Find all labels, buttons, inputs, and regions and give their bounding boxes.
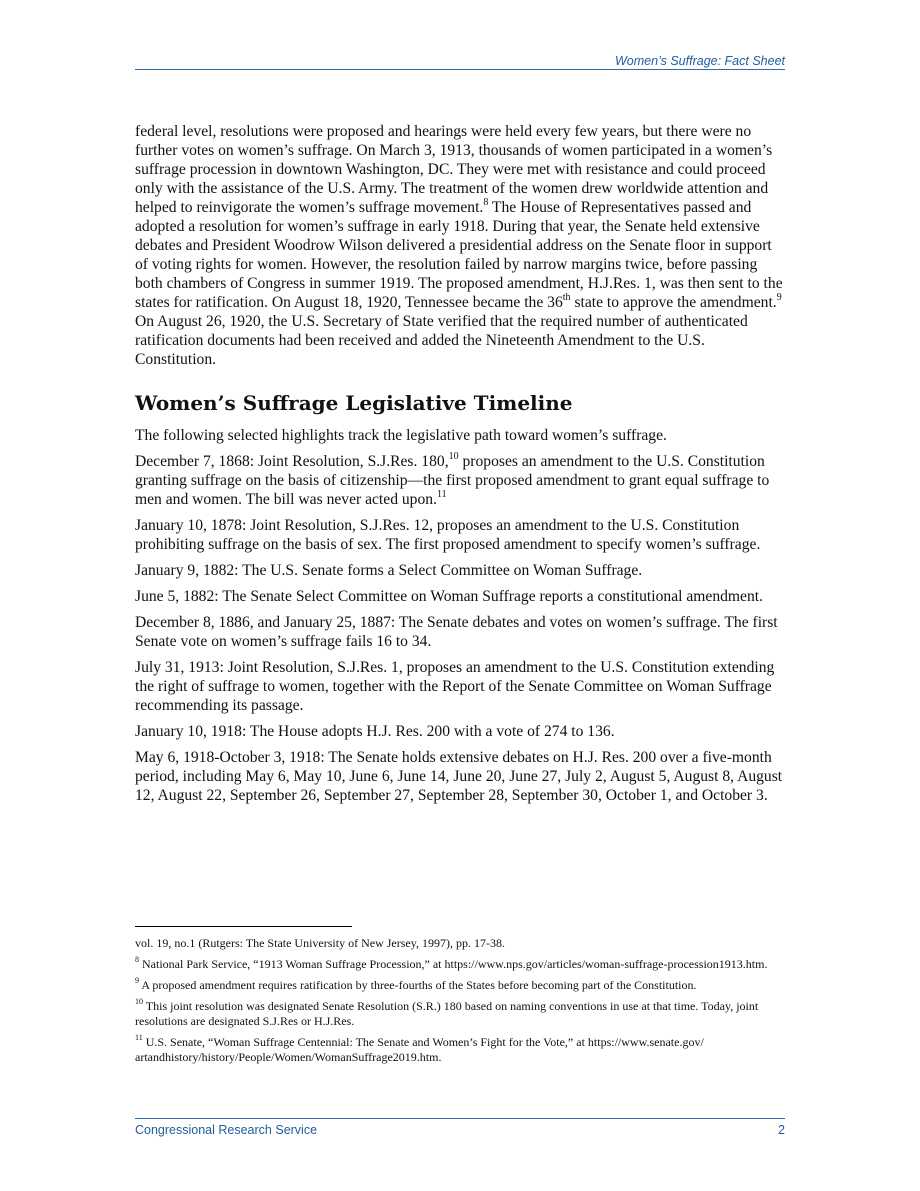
- ordinal-suffix: th: [562, 291, 571, 303]
- section-lead: The following selected highlights track the legislative path toward women’s suffrage.: [135, 427, 667, 444]
- page-number: 2: [778, 1123, 785, 1137]
- timeline-entry-1918-jan: January 10, 1918: The House adopts H.J. Res. 200 with a vote of 274 to 136.: [135, 723, 615, 740]
- header-divider: [135, 69, 785, 70]
- timeline-entry-1878: January 10, 1878: Joint Resolution, S.J.Res. 12, proposes an amendment to the U.S. Constitution prohibiting suffrage on the basis of sex. The first proposed amendment to specify women’s suffrage.: [135, 517, 761, 553]
- timeline-entry-1882-jan: January 9, 1882: The U.S. Senate forms a Select Committee on Woman Suffrage.: [135, 562, 643, 579]
- intro-paragraph: federal level, resolutions were proposed and hearings were held every few years, but there were no further votes on women’s suffrage. On March 3, 1913, thousands of women participated in a women’s suffrage procession in downtown Washington, DC. They were met with resistance and could proceed only with the assistance of the U.S. Army. The treatment of the women drew worldwide attention and helped to reinvigorate the women’s suffrage movement.$^8$ The House of Representatives passed and adopted a resolution for women’s suffrage in early 1918. During that year, the Senate held extensive debates and President Woodrow Wilson delivered a presidential address on the Senate floor in support of voting rights for women. However, the resolution failed by narrow margins twice, before passing both chambers of Congress in summer 1919. The proposed amendment, H.J.Res. 1, was then sent to the states for ratification. On August 18, 1920, Tennessee became the 36th state to approve the amendment.$^9$ On August 26, 1920, the U.S. Secretary of State verified that the required number of authenticated ratification documents had been received and added the Nineteenth Amendment to the U.S. Constitution.: [135, 123, 783, 368]
- footer-organization: Congressional Research Service: [135, 1123, 318, 1137]
- footnote-ref-8[interactable]: 8: [483, 196, 489, 208]
- footer-divider: [135, 1118, 785, 1119]
- timeline-entry-1868: December 7, 1868: Joint Resolution, S.J.Res. 180,10 proposes an amendment to the U.S. Constitution granting suffrage on the basis of citizenship—the first proposed amendment to grant equal suffrage to men and women. The bill was never acted upon.$^{11}$: [135, 450, 770, 508]
- timeline-entry-1913: July 31, 1913: Joint Resolution, S.J.Res. 1, proposes an amendment to the U.S. Constitution extending the right of suffrage to women, together with the Report of the Senate Committee on Woman Suffrage recommending its passage.: [135, 659, 775, 714]
- footnote-9: $^9$ A proposed amendment requires ratification by three-fourths of the States before becoming part of the Constitution.: [135, 976, 697, 992]
- timeline-entry-1886: December 8, 1886, and January 25, 1887: The Senate debates and votes on women’s suffrage. The first Senate vote on women’s suffrage fails 16 to 34.: [135, 614, 778, 650]
- footnote-ref-9[interactable]: 9: [776, 291, 782, 303]
- footnote-10: $^{10}$ This joint resolution was designated Senate Resolution (S.R.) 180 based on naming conventions in use at that time. Today, joint resolutions are designated S.J.Res or H.J.Res.: [135, 997, 759, 1028]
- timeline-entry-1882-jun: June 5, 1882: The Senate Select Committee on Woman Suffrage reports a constitutional amendment.: [135, 588, 763, 605]
- footnotes: [135, 936, 787, 1071]
- section-heading: Women’s Suffrage Legislative Timeline: [135, 391, 573, 415]
- timeline-entry-1918-may: May 6, 1918-October 3, 1918: The Senate holds extensive debates on H.J. Res. 200 over a five-month period, including May 6, May 10, June 6, June 14, June 20, June 27, July 2, August 5, August 8, August 12, August 22, September 26, September 27, September 28, September 30, October 1, and October 3.: [135, 749, 783, 804]
- footnote-ref-11[interactable]: 11: [436, 488, 447, 500]
- footnote-ref-10[interactable]: 10: [448, 450, 459, 462]
- footnote-11: $^{11}$ U.S. Senate, “Woman Suffrage Centennial: The Senate and Women’s Fight for the Vote,” at https://www.senate.gov/ artandhistory/history/People/Women/WomanSuffrage2019.htm.: [135, 1033, 704, 1064]
- footnote-divider: [135, 926, 352, 927]
- footnote-continuation: vol. 19, no.1 (Rutgers: The State University of New Jersey, 1997), pp. 17-38.: [135, 936, 505, 950]
- running-header: Women’s Suffrage: Fact Sheet: [615, 54, 785, 68]
- footnote-8: $^8$ National Park Service, “1913 Woman Suffrage Procession,” at https://www.nps.gov/articles/woman-suffrage-procession1913.htm.: [135, 955, 768, 971]
- main-body: [135, 122, 787, 812]
